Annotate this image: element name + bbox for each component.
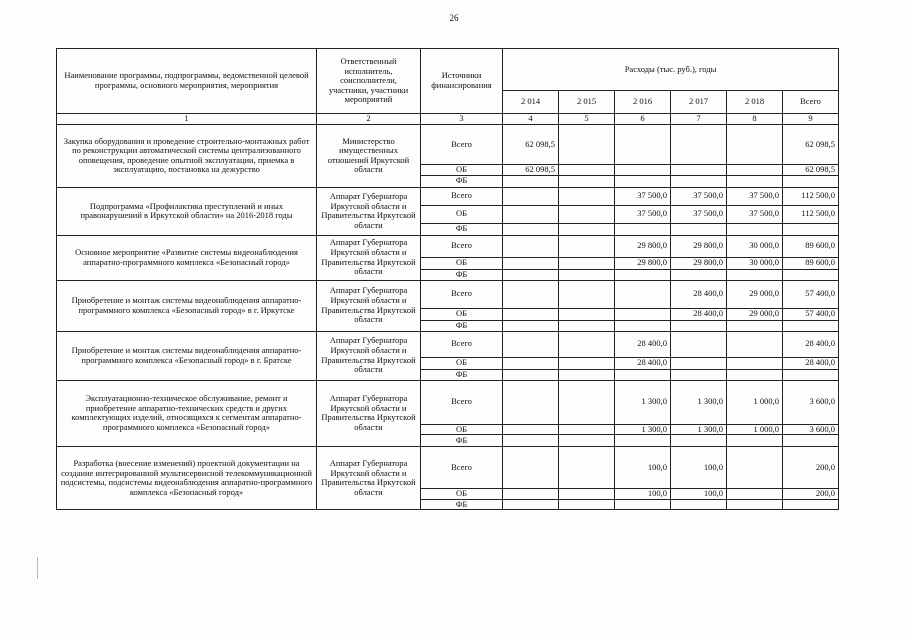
amount-cell	[503, 308, 559, 320]
amount-cell: 37 500,0	[671, 205, 727, 223]
amount-cell: 37 500,0	[615, 187, 671, 205]
total-cell	[783, 175, 839, 187]
column-number: 8	[727, 114, 783, 125]
responsible-cell: Аппарат Губернатора Иркутской области и Правительства Иркутской области	[317, 331, 421, 380]
header-year: 2 016	[615, 90, 671, 113]
amount-cell	[671, 223, 727, 235]
amount-cell	[727, 499, 783, 510]
amount-cell: 28 400,0	[615, 331, 671, 357]
total-cell: 112 500,0	[783, 187, 839, 205]
amount-cell: 29 000,0	[727, 308, 783, 320]
table-row	[57, 447, 839, 489]
item-name-cell: Приобретение и монтаж системы видеонаблюдения аппаратно-программного комплекса «Безопасный город» в г. Иркутске	[57, 280, 317, 331]
total-cell: 112 500,0	[783, 205, 839, 223]
amount-cell	[503, 175, 559, 187]
amount-cell	[559, 280, 615, 308]
column-number: 7	[671, 114, 727, 125]
responsible-cell: Министерство имущественных отношений Иркутской области	[317, 125, 421, 188]
amount-cell	[727, 435, 783, 447]
amount-cell	[615, 165, 671, 176]
amount-cell	[503, 280, 559, 308]
total-cell: 62 098,5	[783, 165, 839, 176]
item-name-cell: Основное мероприятие «Развитие системы видеонаблюдения аппаратно-программного комплекса «Безопасный город»	[57, 235, 317, 280]
source-cell: Всего	[421, 235, 503, 257]
total-cell	[783, 320, 839, 331]
responsible-cell: Аппарат Губернатора Иркутской области и Правительства Иркутской области	[317, 235, 421, 280]
responsible-cell: Аппарат Губернатора Иркутской области и Правительства Иркутской области	[317, 280, 421, 331]
amount-cell	[503, 187, 559, 205]
amount-cell	[615, 369, 671, 380]
item-name-cell: Закупка оборудования и проведение строительно-монтажных работ по реконструкции автоматической системы централизованного оповещения, проведение опытной эксплуатации, приемка в эксплуатацию, постановка на дежурство	[57, 125, 317, 188]
amount-cell: 62 098,5	[503, 125, 559, 165]
amount-cell: 37 500,0	[615, 205, 671, 223]
amount-cell: 29 800,0	[615, 235, 671, 257]
table-row	[57, 280, 839, 308]
header-total: Всего	[783, 90, 839, 113]
amount-cell: 30 000,0	[727, 257, 783, 269]
amount-cell	[503, 320, 559, 331]
responsible-cell: Аппарат Губернатора Иркутской области и Правительства Иркутской области	[317, 447, 421, 510]
amount-cell	[503, 447, 559, 489]
amount-cell	[727, 165, 783, 176]
source-cell: Всего	[421, 331, 503, 357]
amount-cell	[503, 257, 559, 269]
responsible-cell: Аппарат Губернатора Иркутской области и Правительства Иркутской области	[317, 187, 421, 235]
header-expenses-cell: Расходы (тыс. руб.), годы	[503, 49, 839, 91]
total-cell: 200,0	[783, 447, 839, 489]
source-cell: ОБ	[421, 257, 503, 269]
amount-cell	[727, 369, 783, 380]
amount-cell	[559, 424, 615, 435]
amount-cell: 30 000,0	[727, 235, 783, 257]
header-sources-cell: Источники финансирования	[421, 49, 503, 114]
amount-cell	[727, 269, 783, 280]
amount-cell	[615, 175, 671, 187]
amount-cell: 62 098,5	[503, 165, 559, 176]
amount-cell: 37 500,0	[671, 187, 727, 205]
header-year: 2 014	[503, 90, 559, 113]
item-name-cell: Эксплуатационно-техническое обслуживание, ремонт и приобретение аппаратно-технических средств и других комплектующих изделий, относящихся к сегментам аппаратно-программного комплекса «Безопасный город»	[57, 380, 317, 447]
amount-cell	[503, 357, 559, 369]
amount-cell	[727, 447, 783, 489]
amount-cell	[559, 447, 615, 489]
amount-cell	[559, 380, 615, 424]
amount-cell	[503, 424, 559, 435]
total-cell: 200,0	[783, 489, 839, 500]
total-cell: 89 600,0	[783, 235, 839, 257]
header-name-cell: Наименование программы, подпрограммы, ведомственной целевой программы, основного мероприятия, мероприятия	[57, 49, 317, 114]
amount-cell	[671, 357, 727, 369]
item-name-cell: Приобретение и монтаж системы видеонаблюдения аппаратно-программного комплекса «Безопасный город» в г. Братске	[57, 331, 317, 380]
amount-cell	[559, 223, 615, 235]
source-cell: ОБ	[421, 424, 503, 435]
header-responsible-cell: Ответственный исполнитель, соисполнители, участники, участники мероприятий	[317, 49, 421, 114]
amount-cell	[615, 223, 671, 235]
table-body	[57, 125, 839, 510]
amount-cell	[615, 308, 671, 320]
amount-cell: 28 400,0	[671, 280, 727, 308]
amount-cell	[503, 489, 559, 500]
total-cell	[783, 499, 839, 510]
amount-cell	[727, 223, 783, 235]
source-cell: ОБ	[421, 165, 503, 176]
amount-cell	[503, 269, 559, 280]
amount-cell	[727, 489, 783, 500]
table-row	[57, 331, 839, 357]
amount-cell: 1 300,0	[615, 380, 671, 424]
amount-cell	[615, 320, 671, 331]
header-year: 2 017	[671, 90, 727, 113]
amount-cell	[559, 235, 615, 257]
table-row	[57, 380, 839, 424]
amount-cell: 100,0	[615, 489, 671, 500]
amount-cell	[727, 331, 783, 357]
column-number: 5	[559, 114, 615, 125]
responsible-cell: Аппарат Губернатора Иркутской области и Правительства Иркутской области	[317, 380, 421, 447]
amount-cell	[559, 489, 615, 500]
table-row	[57, 125, 839, 165]
column-number: 1	[57, 114, 317, 125]
source-cell: Всего	[421, 280, 503, 308]
source-cell: ФБ	[421, 320, 503, 331]
column-number: 3	[421, 114, 503, 125]
amount-cell	[559, 308, 615, 320]
table-row	[57, 187, 839, 205]
header-year: 2 018	[727, 90, 783, 113]
column-number: 9	[783, 114, 839, 125]
amount-cell: 29 800,0	[671, 235, 727, 257]
amount-cell: 28 400,0	[671, 308, 727, 320]
amount-cell: 1 300,0	[671, 380, 727, 424]
scan-mark	[37, 557, 38, 579]
amount-cell	[559, 357, 615, 369]
source-cell: ФБ	[421, 435, 503, 447]
amount-cell	[671, 369, 727, 380]
amount-cell	[559, 125, 615, 165]
amount-cell	[615, 435, 671, 447]
total-cell	[783, 223, 839, 235]
total-cell: 57 400,0	[783, 280, 839, 308]
total-cell	[783, 435, 839, 447]
amount-cell: 29 800,0	[671, 257, 727, 269]
column-numbers-row	[57, 114, 839, 125]
table-row	[57, 235, 839, 257]
amount-cell: 100,0	[671, 489, 727, 500]
amount-cell	[559, 269, 615, 280]
source-cell: ФБ	[421, 269, 503, 280]
source-cell: ФБ	[421, 175, 503, 187]
column-number: 4	[503, 114, 559, 125]
total-cell: 62 098,5	[783, 125, 839, 165]
amount-cell	[727, 125, 783, 165]
amount-cell: 1 300,0	[615, 424, 671, 435]
source-cell: Всего	[421, 380, 503, 424]
source-cell: ФБ	[421, 223, 503, 235]
header-year: 2 015	[559, 90, 615, 113]
amount-cell	[671, 320, 727, 331]
amount-cell: 1 000,0	[727, 380, 783, 424]
source-cell: ФБ	[421, 369, 503, 380]
source-cell: ОБ	[421, 489, 503, 500]
amount-cell	[559, 205, 615, 223]
source-cell: ОБ	[421, 308, 503, 320]
amount-cell: 100,0	[615, 447, 671, 489]
source-cell: Всего	[421, 187, 503, 205]
total-cell	[783, 369, 839, 380]
amount-cell	[559, 369, 615, 380]
total-cell	[783, 269, 839, 280]
total-cell: 28 400,0	[783, 331, 839, 357]
amount-cell	[503, 435, 559, 447]
amount-cell	[559, 175, 615, 187]
item-name-cell: Разработка (внесение изменений) проектной документации на создание интегрированной мультисервисной телекоммуникационной подсистемы, подсистемы видеонаблюдения аппаратно-программного комплекса «Безопасный город»	[57, 447, 317, 510]
amount-cell	[503, 235, 559, 257]
amount-cell	[671, 165, 727, 176]
source-cell: ФБ	[421, 499, 503, 510]
amount-cell	[503, 499, 559, 510]
amount-cell: 1 000,0	[727, 424, 783, 435]
total-cell: 3 600,0	[783, 380, 839, 424]
source-cell: Всего	[421, 447, 503, 489]
amount-cell	[671, 499, 727, 510]
source-cell: ОБ	[421, 357, 503, 369]
amount-cell	[671, 175, 727, 187]
amount-cell	[559, 187, 615, 205]
amount-cell	[727, 357, 783, 369]
amount-cell	[727, 320, 783, 331]
amount-cell: 29 000,0	[727, 280, 783, 308]
amount-cell	[671, 331, 727, 357]
amount-cell: 37 500,0	[727, 187, 783, 205]
amount-cell	[559, 165, 615, 176]
amount-cell	[503, 331, 559, 357]
amount-cell	[559, 331, 615, 357]
total-cell: 57 400,0	[783, 308, 839, 320]
amount-cell	[503, 380, 559, 424]
amount-cell	[615, 269, 671, 280]
column-number: 2	[317, 114, 421, 125]
amount-cell	[615, 280, 671, 308]
source-cell: ОБ	[421, 205, 503, 223]
amount-cell	[503, 369, 559, 380]
amount-cell: 29 800,0	[615, 257, 671, 269]
page-number: 26	[449, 13, 459, 23]
amount-cell	[503, 223, 559, 235]
amount-cell	[559, 320, 615, 331]
amount-cell: 28 400,0	[615, 357, 671, 369]
source-cell: Всего	[421, 125, 503, 165]
budget-table	[56, 48, 839, 510]
amount-cell	[727, 175, 783, 187]
amount-cell	[615, 499, 671, 510]
amount-cell: 1 300,0	[671, 424, 727, 435]
amount-cell	[503, 205, 559, 223]
amount-cell	[671, 435, 727, 447]
total-cell: 28 400,0	[783, 357, 839, 369]
total-cell: 3 600,0	[783, 424, 839, 435]
amount-cell	[671, 125, 727, 165]
amount-cell	[671, 269, 727, 280]
amount-cell	[559, 257, 615, 269]
column-number: 6	[615, 114, 671, 125]
item-name-cell: Подпрограмма «Профилактика преступлений и иных правонарушений в Иркутской области» на 2016-2018 годы	[57, 187, 317, 235]
amount-cell: 100,0	[671, 447, 727, 489]
amount-cell	[559, 499, 615, 510]
amount-cell	[559, 435, 615, 447]
amount-cell	[615, 125, 671, 165]
amount-cell: 37 500,0	[727, 205, 783, 223]
total-cell: 89 600,0	[783, 257, 839, 269]
